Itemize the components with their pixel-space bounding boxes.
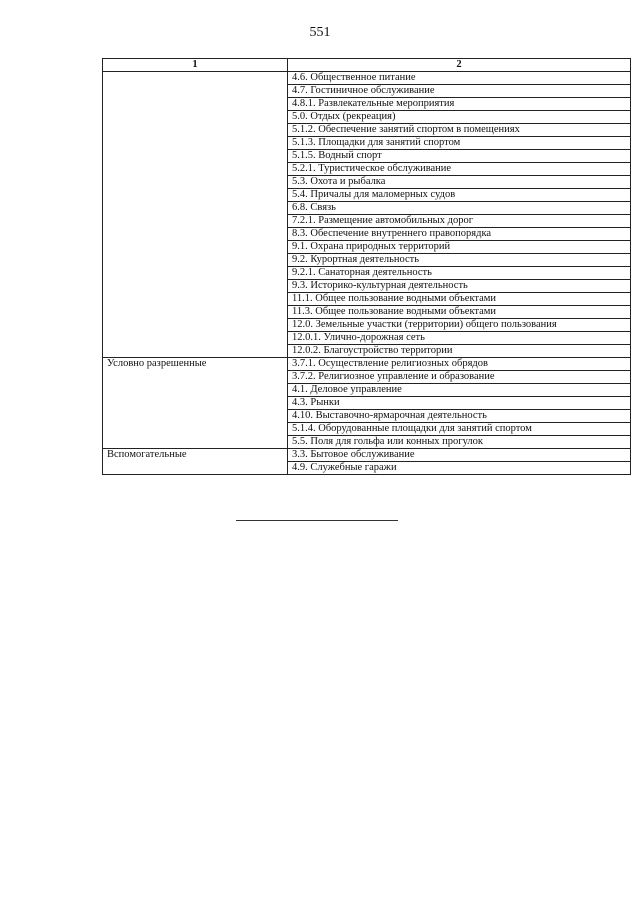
land-use-item: 3.3. Бытовое обслуживание	[288, 449, 631, 462]
land-use-item: 5.2.1. Туристическое обслуживание	[288, 163, 631, 176]
land-use-item: 4.3. Рынки	[288, 397, 631, 410]
table-header-row	[103, 59, 631, 72]
category-cell: Условно разрешенные	[103, 358, 288, 449]
land-use-item: 4.8.1. Развлекательные мероприятия	[288, 98, 631, 111]
land-use-item: 4.1. Деловое управление	[288, 384, 631, 397]
land-use-table	[102, 58, 631, 475]
category-cell: Вспомогательные	[103, 449, 288, 475]
land-use-item: 12.0.2. Благоустройство территории	[288, 345, 631, 358]
land-use-item: 5.1.3. Площадки для занятий спортом	[288, 137, 631, 150]
land-use-item: 5.5. Поля для гольфа или конных прогулок	[288, 436, 631, 449]
land-use-item: 6.8. Связь	[288, 202, 631, 215]
land-use-item: 12.0.1. Улично-дорожная сеть	[288, 332, 631, 345]
land-use-item: 4.7. Гостиничное обслуживание	[288, 85, 631, 98]
land-use-item: 4.6. Общественное питание	[288, 72, 631, 85]
column-header-1: 1	[103, 59, 288, 72]
land-use-item: 9.2.1. Санаторная деятельность	[288, 267, 631, 280]
category-cell	[103, 72, 288, 358]
land-use-item: 11.3. Общее пользование водными объектами	[288, 306, 631, 319]
land-use-item: 8.3. Обеспечение внутреннего правопорядка	[288, 228, 631, 241]
land-use-item: 3.7.2. Религиозное управление и образование	[288, 371, 631, 384]
land-use-item: 5.3. Охота и рыбалка	[288, 176, 631, 189]
land-use-item: 4.10. Выставочно-ярмарочная деятельность	[288, 410, 631, 423]
land-use-item: 5.1.4. Оборудованные площадки для занятий спортом	[288, 423, 631, 436]
land-use-item: 5.0. Отдых (рекреация)	[288, 111, 631, 124]
land-use-item: 9.2. Курортная деятельность	[288, 254, 631, 267]
land-use-item: 5.1.5. Водный спорт	[288, 150, 631, 163]
closing-divider-line	[236, 520, 398, 521]
land-use-item: 11.1. Общее пользование водными объектами	[288, 293, 631, 306]
table-row	[103, 72, 631, 85]
land-use-item: 3.7.1. Осуществление религиозных обрядов	[288, 358, 631, 371]
land-use-item: 7.2.1. Размещение автомобильных дорог	[288, 215, 631, 228]
table-body	[103, 72, 631, 475]
land-use-item: 4.9. Служебные гаражи	[288, 462, 631, 475]
column-header-2: 2	[288, 59, 631, 72]
land-use-item: 5.4. Причалы для маломерных судов	[288, 189, 631, 202]
land-use-item: 12.0. Земельные участки (территории) общего пользования	[288, 319, 631, 332]
land-use-item: 5.1.2. Обеспечение занятий спортом в помещениях	[288, 124, 631, 137]
land-use-item: 9.3. Историко-культурная деятельность	[288, 280, 631, 293]
table-row	[103, 358, 631, 371]
page-number: 551	[309, 25, 331, 40]
table-row	[103, 449, 631, 462]
land-use-item: 9.1. Охрана природных территорий	[288, 241, 631, 254]
